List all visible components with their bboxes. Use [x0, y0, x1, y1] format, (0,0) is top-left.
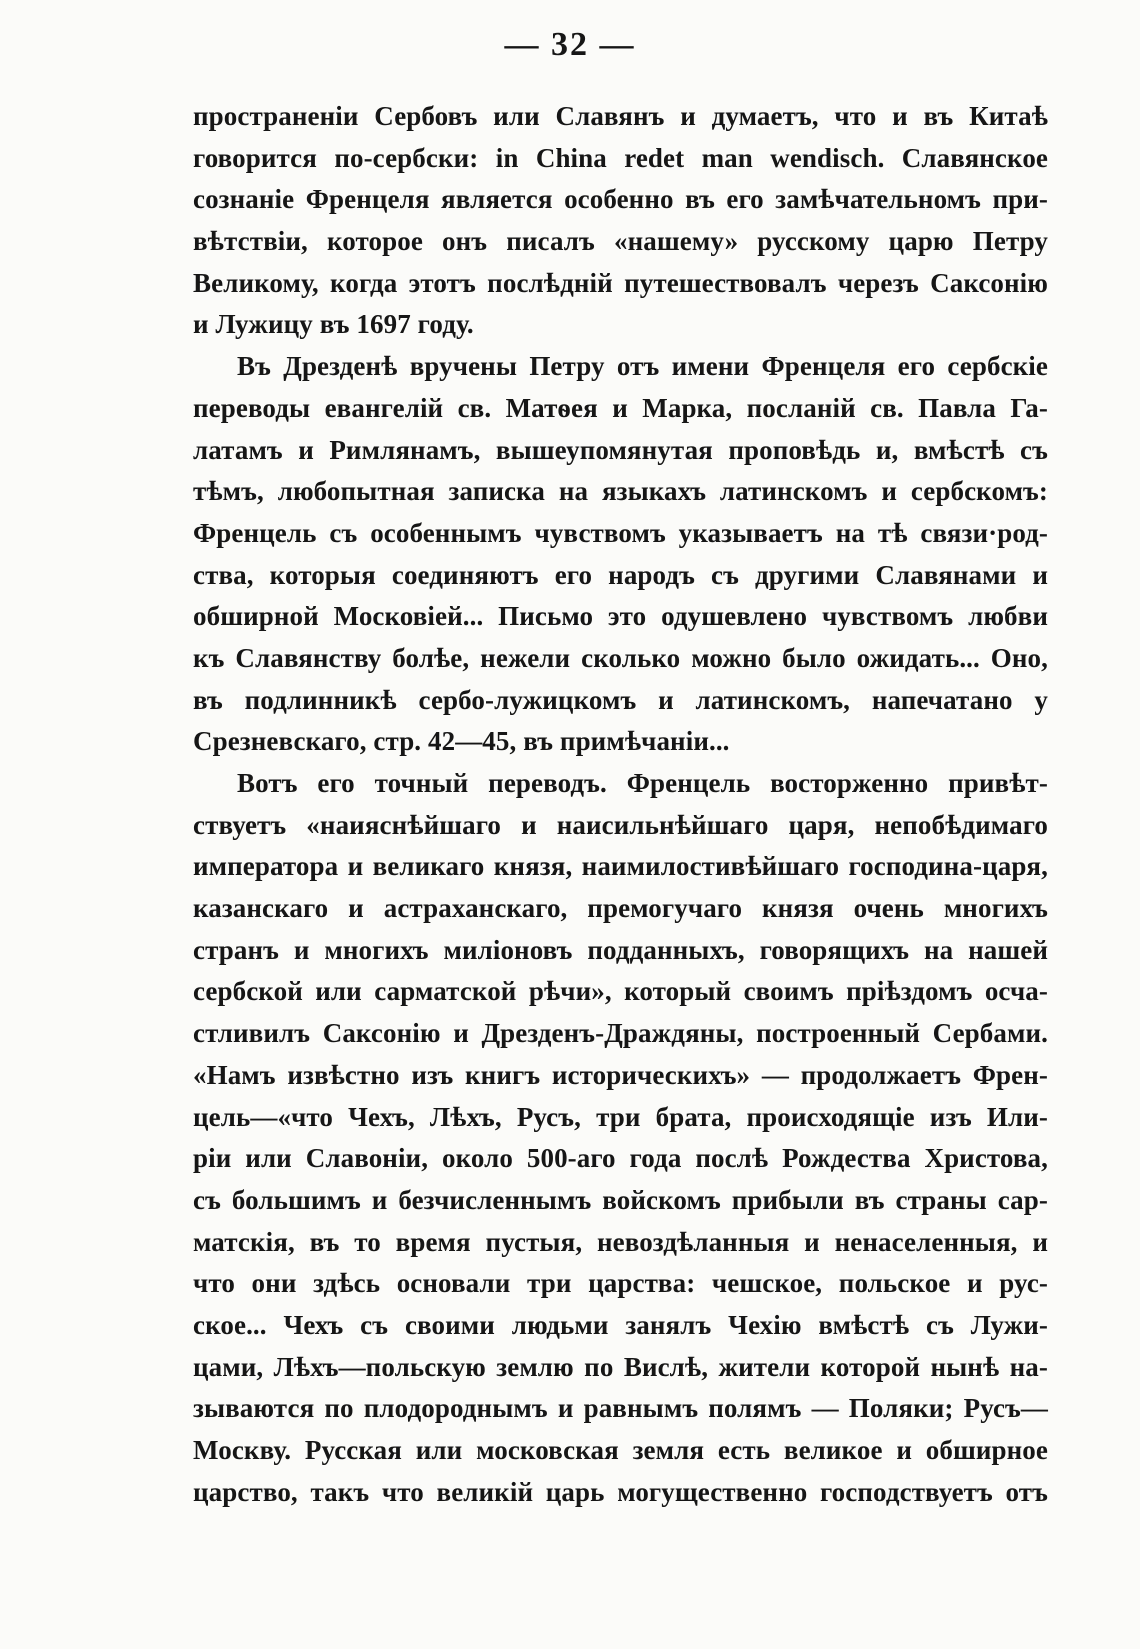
- text-line: царство, такъ что великій царь могущественно господствуетъ отъ: [193, 1476, 1048, 1507]
- text-line: переводы евангелій св. Матѳея и Марка, посланій св. Павла Га-: [193, 392, 1048, 423]
- text-line: Москву. Русская или московская земля есть великое и обширное: [193, 1435, 1048, 1465]
- text-line: сербской или сарматской рѣчи», который своимъ пріѣздомъ осча-: [193, 976, 1048, 1007]
- text-line: Въ Дрезденѣ вручены Петру отъ имени Френцеля его сербскіе: [237, 351, 1048, 382]
- text-line: ское... Чехъ съ своими людьми занялъ Чехію вмѣстѣ съ Лужи-: [193, 1309, 1048, 1340]
- text-line: Вотъ его точный переводъ. Френцель восторженно привѣт-: [237, 768, 1048, 798]
- text-line: съ большимъ и безчисленнымъ войскомъ прибыли въ страны сар-: [193, 1184, 1048, 1215]
- paragraph-1: [193, 96, 1048, 346]
- text-line: зываются по плодороднымъ и равнымъ полямъ — Поляки; Русъ—: [193, 1393, 1048, 1424]
- text-line: странъ и многихъ миліоновъ подданныхъ, говорящихъ на нашей: [193, 934, 1048, 965]
- text-line: обширной Московіей... Письмо это одушевлено чувствомъ любви: [193, 601, 1048, 632]
- text-line: сознаніе Френцеля является особенно въ его замѣчательномъ при-: [193, 184, 1048, 215]
- text-line: ріи или Славоніи, около 500-аго года послѣ Рождества Христова,: [193, 1143, 1048, 1174]
- text-line: говорится по-сербски: in China redet man wendisch. Славянское: [193, 142, 1048, 173]
- body-text: [193, 96, 1048, 1513]
- text-line: цами, Лѣхъ—польскую землю по Вислѣ, жители которой нынѣ на-: [193, 1351, 1048, 1382]
- text-line: къ Славянству болѣе, нежели сколько можно было ожидать... Оно,: [193, 642, 1048, 673]
- text-line: пространеніи Сербовъ или Славянъ и думаетъ, что и въ Китаѣ: [193, 101, 1048, 131]
- text-line: латамъ и Римлянамъ, вышеупомянутая проповѣдь и, вмѣстѣ съ: [193, 434, 1048, 465]
- text-line: «Намъ извѣстно изъ книгъ историческихъ» — продолжаетъ Френ-: [193, 1059, 1048, 1090]
- text-line: въ подлинникѣ сербо-лужицкомъ и латинскомъ, напечатано у: [193, 684, 1048, 715]
- text-line: цель—«что Чехъ, Лѣхъ, Русъ, три брата, происходящіе изъ Или-: [193, 1101, 1048, 1132]
- text-line: что они здѣсь основали три царства: чешское, польское и рус-: [193, 1268, 1048, 1299]
- text-line: и Лужицу въ 1697 году.: [193, 309, 474, 340]
- text-line: Срезневскаго, стр. 42—45, въ примѣчаніи...: [193, 726, 730, 757]
- paragraph-3: [193, 763, 1048, 1513]
- text-line: ствуетъ «наияснѣйшаго и наисильнѣйшаго царя, непобѣдимаго: [193, 809, 1048, 840]
- text-line: казанскаго и астраханскаго, премогучаго князя очень многихъ: [193, 893, 1048, 924]
- page-number: — 32 —: [504, 26, 636, 63]
- text-line: тѣмъ, любопытная записка на языкахъ латинскомъ и сербскомъ:: [193, 476, 1048, 507]
- text-line: ства, которыя соединяютъ его народъ съ другими Славянами и: [193, 559, 1048, 590]
- text-line: императора и великаго князя, наимилостивѣйшаго господина-царя,: [193, 851, 1048, 882]
- paragraph-2: [193, 346, 1048, 763]
- text-line: стливилъ Саксонію и Дрезденъ-Драждяны, построенный Сербами.: [193, 1018, 1048, 1049]
- text-line: вѣтствіи, которое онъ писалъ «нашему» русскому царю Петру: [193, 226, 1048, 257]
- text-line: Френцель съ особеннымъ чувствомъ указываетъ на тѣ связи·род-: [193, 517, 1048, 548]
- text-line: матскія, въ то время пустыя, невоздѣланныя и ненаселенныя, и: [193, 1226, 1048, 1257]
- text-line: Великому, когда этотъ послѣдній путешествовалъ черезъ Саксонію: [193, 267, 1048, 298]
